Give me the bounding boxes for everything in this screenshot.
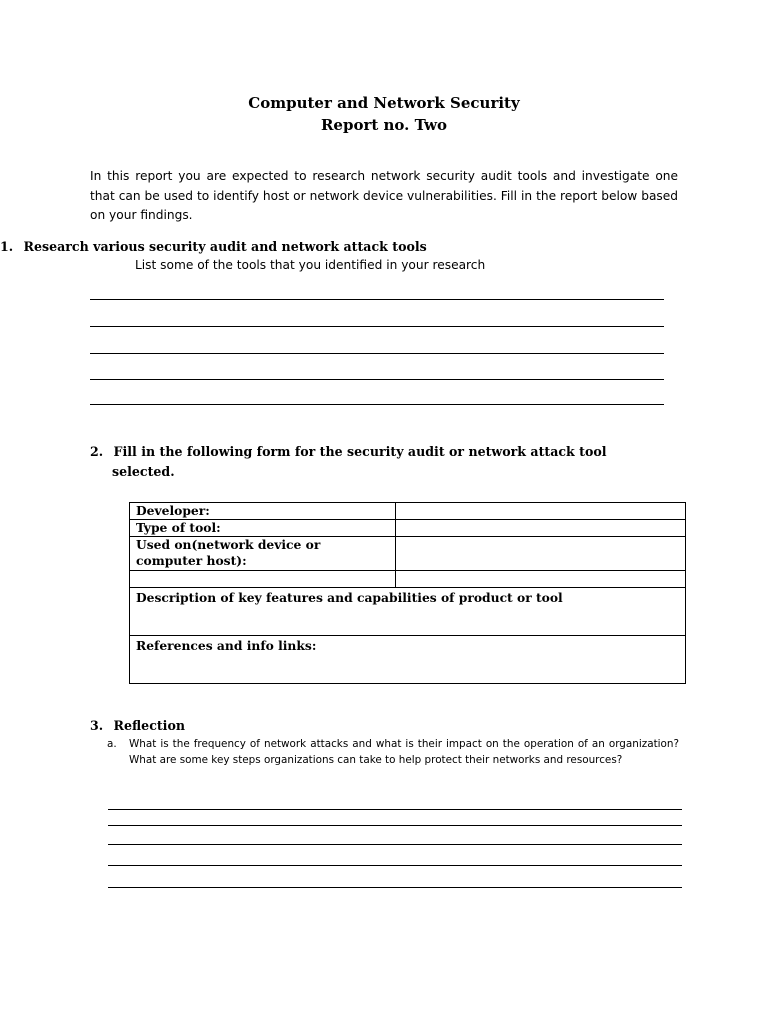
question-marker: a. xyxy=(107,738,117,750)
used-on-field[interactable] xyxy=(396,537,686,571)
blank-label-cell[interactable] xyxy=(130,571,396,588)
answer-line[interactable] xyxy=(90,299,664,300)
section-1-instruction: List some of the tools that you identified in your research xyxy=(135,258,486,272)
blank-value-cell[interactable] xyxy=(396,571,686,588)
answer-line[interactable] xyxy=(108,865,682,866)
section-3-title: Reflection xyxy=(113,718,186,733)
developer-label: Developer: xyxy=(130,503,396,520)
used-on-label-line2: computer host): xyxy=(136,553,247,568)
section-3-number: 3. xyxy=(90,718,104,733)
answer-line[interactable] xyxy=(108,887,682,888)
section-3-heading xyxy=(90,718,185,733)
type-of-tool-field[interactable] xyxy=(396,520,686,537)
intro-paragraph: In this report you are expected to research network security audit tools and investigate one that can be used to identify host or network device vulnerabilities. Fill in the report below based on your findings. xyxy=(90,169,678,222)
answer-line[interactable] xyxy=(90,326,664,327)
references-label: References and info links: xyxy=(136,638,317,653)
section-2-heading xyxy=(90,444,607,459)
used-on-label xyxy=(130,537,396,571)
references-field[interactable] xyxy=(130,636,686,684)
section-1-heading xyxy=(0,239,427,254)
section-2-number: 2. xyxy=(90,444,104,459)
section-2-title-line1: Fill in the following form for the security audit or network attack tool xyxy=(113,444,607,459)
reflection-question xyxy=(107,737,679,768)
answer-line[interactable] xyxy=(108,844,682,845)
answer-line[interactable] xyxy=(90,379,664,380)
section-1-number: 1. xyxy=(0,239,14,254)
answer-line[interactable] xyxy=(108,809,682,810)
used-on-label-line1: Used on(network device or xyxy=(136,537,321,552)
section-1-title: Research various security audit and network attack tools xyxy=(23,239,427,254)
section-2-title-line2: selected. xyxy=(112,464,175,479)
answer-line[interactable] xyxy=(90,353,664,354)
answer-line[interactable] xyxy=(108,825,682,826)
description-field[interactable] xyxy=(130,588,686,636)
type-of-tool-label: Type of tool: xyxy=(130,520,396,537)
question-text: What is the frequency of network attacks and what is their impact on the operation of an organization? What are some key steps organizations can take to help protect their networks and resources? xyxy=(129,738,679,766)
document-title: Computer and Network Security xyxy=(248,94,520,112)
developer-field[interactable] xyxy=(396,503,686,520)
answer-line[interactable] xyxy=(90,404,664,405)
tool-form-table xyxy=(129,502,686,684)
description-label: Description of key features and capabilities of product or tool xyxy=(136,590,563,605)
document-subtitle: Report no. Two xyxy=(320,116,448,134)
